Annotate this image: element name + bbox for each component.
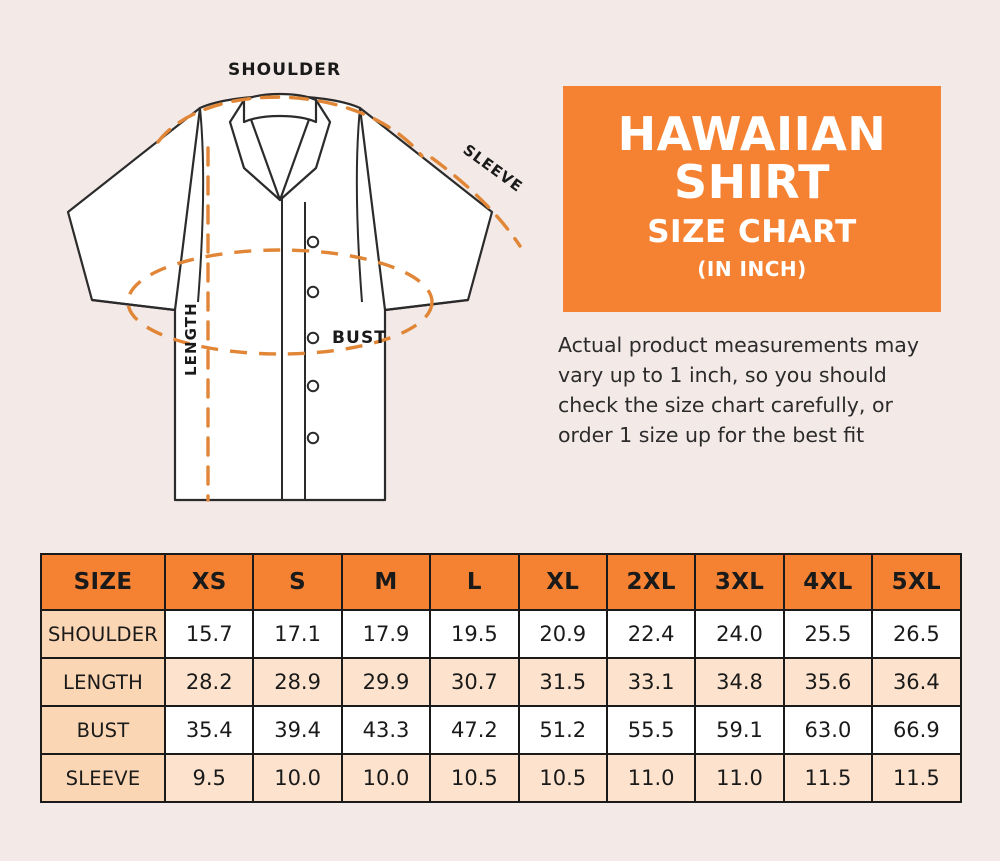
row-label-bust: BUST [41,706,165,754]
table-col-2xl: 2XL [607,554,695,610]
cell-shoulder-5xl: 26.5 [872,610,960,658]
cell-shoulder-4xl: 25.5 [784,610,872,658]
cell-shoulder-l: 19.5 [430,610,518,658]
cell-length-s: 28.9 [253,658,341,706]
cell-length-2xl: 33.1 [607,658,695,706]
cell-shoulder-2xl: 22.4 [607,610,695,658]
title-card [563,86,941,312]
table-col-m: M [342,554,430,610]
cell-length-xs: 28.2 [165,658,253,706]
table-row [41,610,961,658]
cell-bust-l: 47.2 [430,706,518,754]
cell-length-m: 29.9 [342,658,430,706]
cell-length-5xl: 36.4 [872,658,960,706]
title-unit: (IN INCH) [697,256,807,281]
cell-bust-s: 39.4 [253,706,341,754]
table-col-3xl: 3XL [695,554,783,610]
table-col-xs: XS [165,554,253,610]
table-corner-label: SIZE [41,554,165,610]
cell-bust-5xl: 66.9 [872,706,960,754]
table-col-5xl: 5XL [872,554,960,610]
cell-sleeve-4xl: 11.5 [784,754,872,802]
cell-sleeve-2xl: 11.0 [607,754,695,802]
measurement-note: Actual product measurements may vary up to 1 inch, so you should check the size chart carefully, or order 1 size up for the best fit [558,333,919,448]
cell-shoulder-s: 17.1 [253,610,341,658]
cell-shoulder-m: 17.9 [342,610,430,658]
cell-length-xl: 31.5 [519,658,607,706]
cell-sleeve-xl: 10.5 [519,754,607,802]
cell-length-3xl: 34.8 [695,658,783,706]
table-col-xl: XL [519,554,607,610]
table-col-s: S [253,554,341,610]
table-row [41,706,961,754]
cell-bust-xs: 35.4 [165,706,253,754]
cell-shoulder-xs: 15.7 [165,610,253,658]
cell-shoulder-xl: 20.9 [519,610,607,658]
table-col-4xl: 4XL [784,554,872,610]
label-length: LENGTH [182,302,200,376]
size-table-wrap [40,553,960,803]
table-header-row [41,554,961,610]
cell-sleeve-m: 10.0 [342,754,430,802]
title-line-1: HAWAIIAN [617,107,887,162]
table-row [41,658,961,706]
shirt-illustration [30,30,550,520]
cell-bust-2xl: 55.5 [607,706,695,754]
cell-sleeve-s: 10.0 [253,754,341,802]
cell-shoulder-3xl: 24.0 [695,610,783,658]
cell-sleeve-5xl: 11.5 [872,754,960,802]
cell-bust-3xl: 59.1 [695,706,783,754]
title-line-2: SHIRT [674,154,830,209]
cell-bust-xl: 51.2 [519,706,607,754]
cell-length-l: 30.7 [430,658,518,706]
table-col-l: L [430,554,518,610]
table-row [41,754,961,802]
cell-sleeve-xs: 9.5 [165,754,253,802]
row-label-shoulder: SHOULDER [41,610,165,658]
label-bust: BUST [332,328,388,348]
cell-sleeve-3xl: 11.0 [695,754,783,802]
label-sleeve: SLEEVE [459,140,527,196]
label-shoulder: SHOULDER [228,60,342,80]
cell-length-4xl: 35.6 [784,658,872,706]
cell-bust-m: 43.3 [342,706,430,754]
row-label-sleeve: SLEEVE [41,754,165,802]
cell-sleeve-l: 10.5 [430,754,518,802]
title-subtitle: SIZE CHART [647,213,857,250]
cell-bust-4xl: 63.0 [784,706,872,754]
row-label-length: LENGTH [41,658,165,706]
size-chart-table [40,553,962,803]
